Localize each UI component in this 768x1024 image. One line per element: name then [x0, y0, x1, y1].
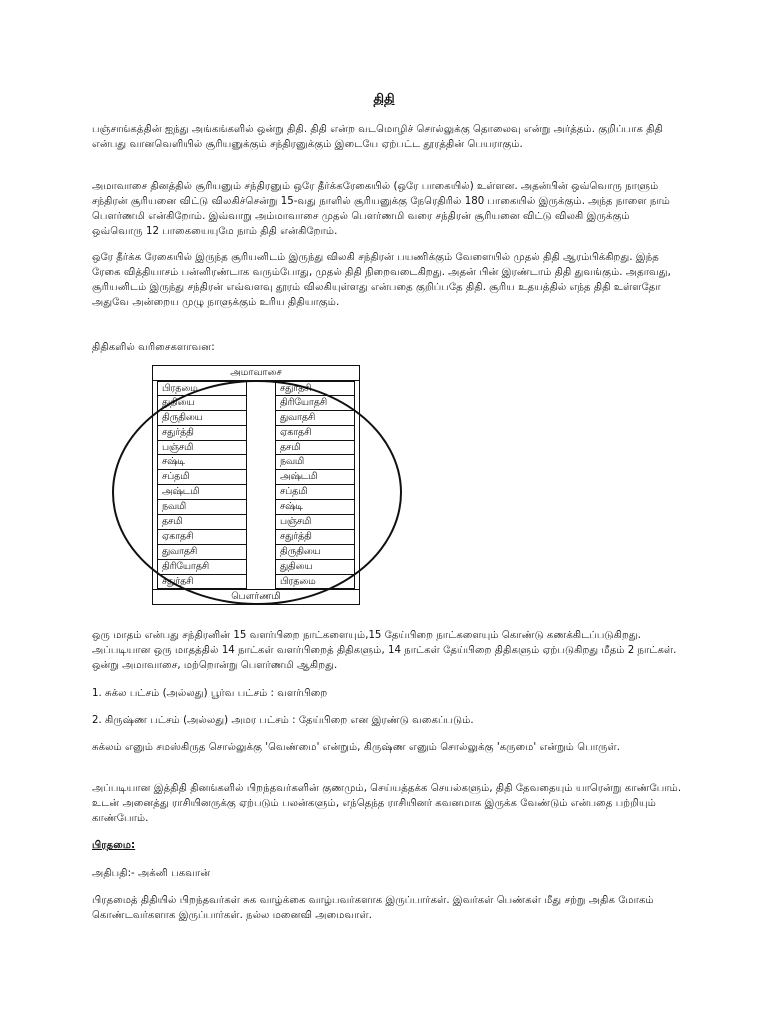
section-heading-prathamai: பிரதமை: [92, 840, 136, 851]
tithi-cell: சதுர்த்தி [276, 530, 354, 545]
tithi-cell: துவாதசி [276, 411, 354, 426]
tithi-cell: நவமி [276, 455, 354, 470]
paragraph-lord: அதிபதி:- அக்னி பகவான் [92, 868, 211, 879]
tithi-cell: சப்தமி [158, 470, 246, 485]
paragraph-tithi-order: திதிகளில் வரிசைகளாவன: [92, 342, 215, 353]
tithi-cell: பிரதமை [158, 381, 246, 396]
tithi-cell: அஷ்டமி [276, 470, 354, 485]
page-title: திதி [373, 92, 395, 107]
tithi-cell: ஏகாதசி [276, 426, 354, 441]
tithi-cell: திருதியை [158, 411, 246, 426]
tithi-cell: பஞ்சமி [158, 441, 246, 456]
tithi-cell: நவமி [158, 500, 246, 515]
paragraph-shukla: 1. சுக்ல பட்சம் (அல்லது) பூர்வ பட்சம் : வளர்பிறை [92, 688, 328, 699]
tithi-cell: சதுர்தசி [158, 575, 246, 590]
tithi-cell: துதியை [158, 396, 246, 411]
tithi-cell: தசமி [158, 515, 246, 530]
paragraph-prathamai: பிரதமைத் திதியில் பிறந்தவர்கள் சுக வாழ்க்கை வாழ்பவர்களாக இருப்பார்கள். இவர்கள் பெண்கள் மீது சற்று அதிக மோகம் கொண்டவர்களாக இருப்பார்கள். நல்ல மனைவி அமைவாள். [92, 895, 654, 921]
tithi-cell: திருதியை [276, 545, 354, 560]
tithi-cell: தசமி [276, 441, 354, 456]
tithi-cell: துதியை [276, 560, 354, 575]
tithi-cell: சஷ்டி [276, 500, 354, 515]
tithi-cell: ஏகாதசி [158, 530, 246, 545]
tithi-diagram [112, 360, 402, 620]
paragraph-birth: அப்படியான இத்திதி தினங்களில் பிறந்தவர்களின் குணமும், செய்யத்தக்க செயல்களும், திதி தேவதையும் யாரென்று காண்போம். உடன் அனைத்து ராசியினருக்கு ஏற்படும் பலன்களும், எந்தெந்த ராசியினர் கவனமாக இருக்க வேண்டும் என்பதை பற்றியும் காண்போம். [92, 783, 682, 824]
waning-tithi-column [275, 381, 355, 589]
tithi-cell: சப்தமி [276, 485, 354, 500]
tithi-table [152, 365, 360, 605]
pournami-label: பௌர்ணமி [153, 589, 359, 604]
tithi-cell: திரியோதசி [158, 560, 246, 575]
tithi-cell: துவாதசி [158, 545, 246, 560]
paragraph-month: ஒரு மாதம் என்பது சந்திரனின் 15 வளர்பிறை நாட்களையும்,15 தேய்பிறை நாட்களையும் கொண்டு கணக்கிடப்படுகிறது. அப்படியான ஒரு மாதத்தில் 14 நாட்கள் வளர்பிறைத் திதிகளும், 14 நாட்கள் தேய்பிறை திதிகளும் ஏற்படுகிறது மீதம் 2 நாட்கள். ஒன்று அமாவாசை, மற்றொன்று பௌர்ணமி ஆகிறது. [92, 630, 677, 671]
tithi-cell: சதுர்தசி [276, 381, 354, 396]
paragraph-amavasai: அமாவாசை தினத்தில் சூரியனும் சந்திரனும் ஒரே தீர்க்கரேகையில் (ஒரே பாகையில்) உள்ளன. அதன்பின் ஒவ்வொரு நாளும் சந்திரன் சூரியனை விட்டு விலகிச்சென்று 15-வது நாளில் சூரியனுக்கு நேரெதிரில் 180 பாகையில் இருக்கும். அந்த நாளை நாம் பௌர்ணமி என்கிறோம். இவ்வாறு அம்மாவாசை முதல் பௌர்ணமி வரை சந்திரன் சூரியனை விட்டு விலகி இருக்கும் ஒவ்வொரு 12 பாகையையுமே நாம் திதி என்கிறோம். [92, 181, 670, 237]
paragraph-tithi-start: ஒரே தீர்க்க ரேகையில் இருந்த சூரியனிடம் இருந்து விலகி சந்திரன் பயணிக்கும் வேளையில் முதல் திதி ஆரம்பிக்கிறது. இந்த ரேகை வித்தியாசம் பன்னிரண்டாக வரும்போது, முதல் திதி நிறைவடைகிறது. அதன் பின் இரண்டாம் திதி துவங்கும். அதாவது, சூரியனிடம் இருந்து சந்திரன் எவ்வளவு தூரம் விலகியுள்ளது என்பதை குறிப்பதே திதி. சூரிய உதயத்தில் எந்த திதி உள்ளதோ அதுவே அன்றைய முழு நாளுக்கும் உரிய திதியாகும். [92, 252, 671, 308]
tithi-cell: பஞ்சமி [276, 515, 354, 530]
paragraph-intro: பஞ்சாங்கத்தின் ஐந்து அங்கங்களில் ஒன்று திதி. திதி என்ற வடமொழிச் சொல்லுக்கு தொலைவு என்று அர்த்தம். குறிப்பாக திதி என்பது வானவெளியில் சூரியனுக்கும் சந்திரனுக்கும் இடையே ஏற்பட்ட தூரத்தின் பெயராகும். [92, 124, 663, 150]
waxing-tithi-column [157, 381, 247, 589]
paragraph-meaning: சுக்லம் எனும் சமஸ்கிருத சொல்லுக்கு 'வெண்மை' என்றும், கிருஷ்ண எனும் சொல்லுக்கு 'கருமை' என்றும் பொருள். [92, 742, 620, 753]
paragraph-krishna: 2. கிருஷ்ண பட்சம் (அல்லது) அமர பட்சம் : தேய்பிறை என இரண்டு வகைப்படும். [92, 715, 474, 726]
tithi-cell: சதுர்த்தி [158, 426, 246, 441]
tithi-cell: பிரதமை [276, 575, 354, 590]
tithi-cell: அஷ்டமி [158, 485, 246, 500]
tithi-cell: திரியோதசி [276, 396, 354, 411]
amavasai-label: அமாவாசை [153, 366, 359, 381]
tithi-cell: சஷ்டி [158, 455, 246, 470]
